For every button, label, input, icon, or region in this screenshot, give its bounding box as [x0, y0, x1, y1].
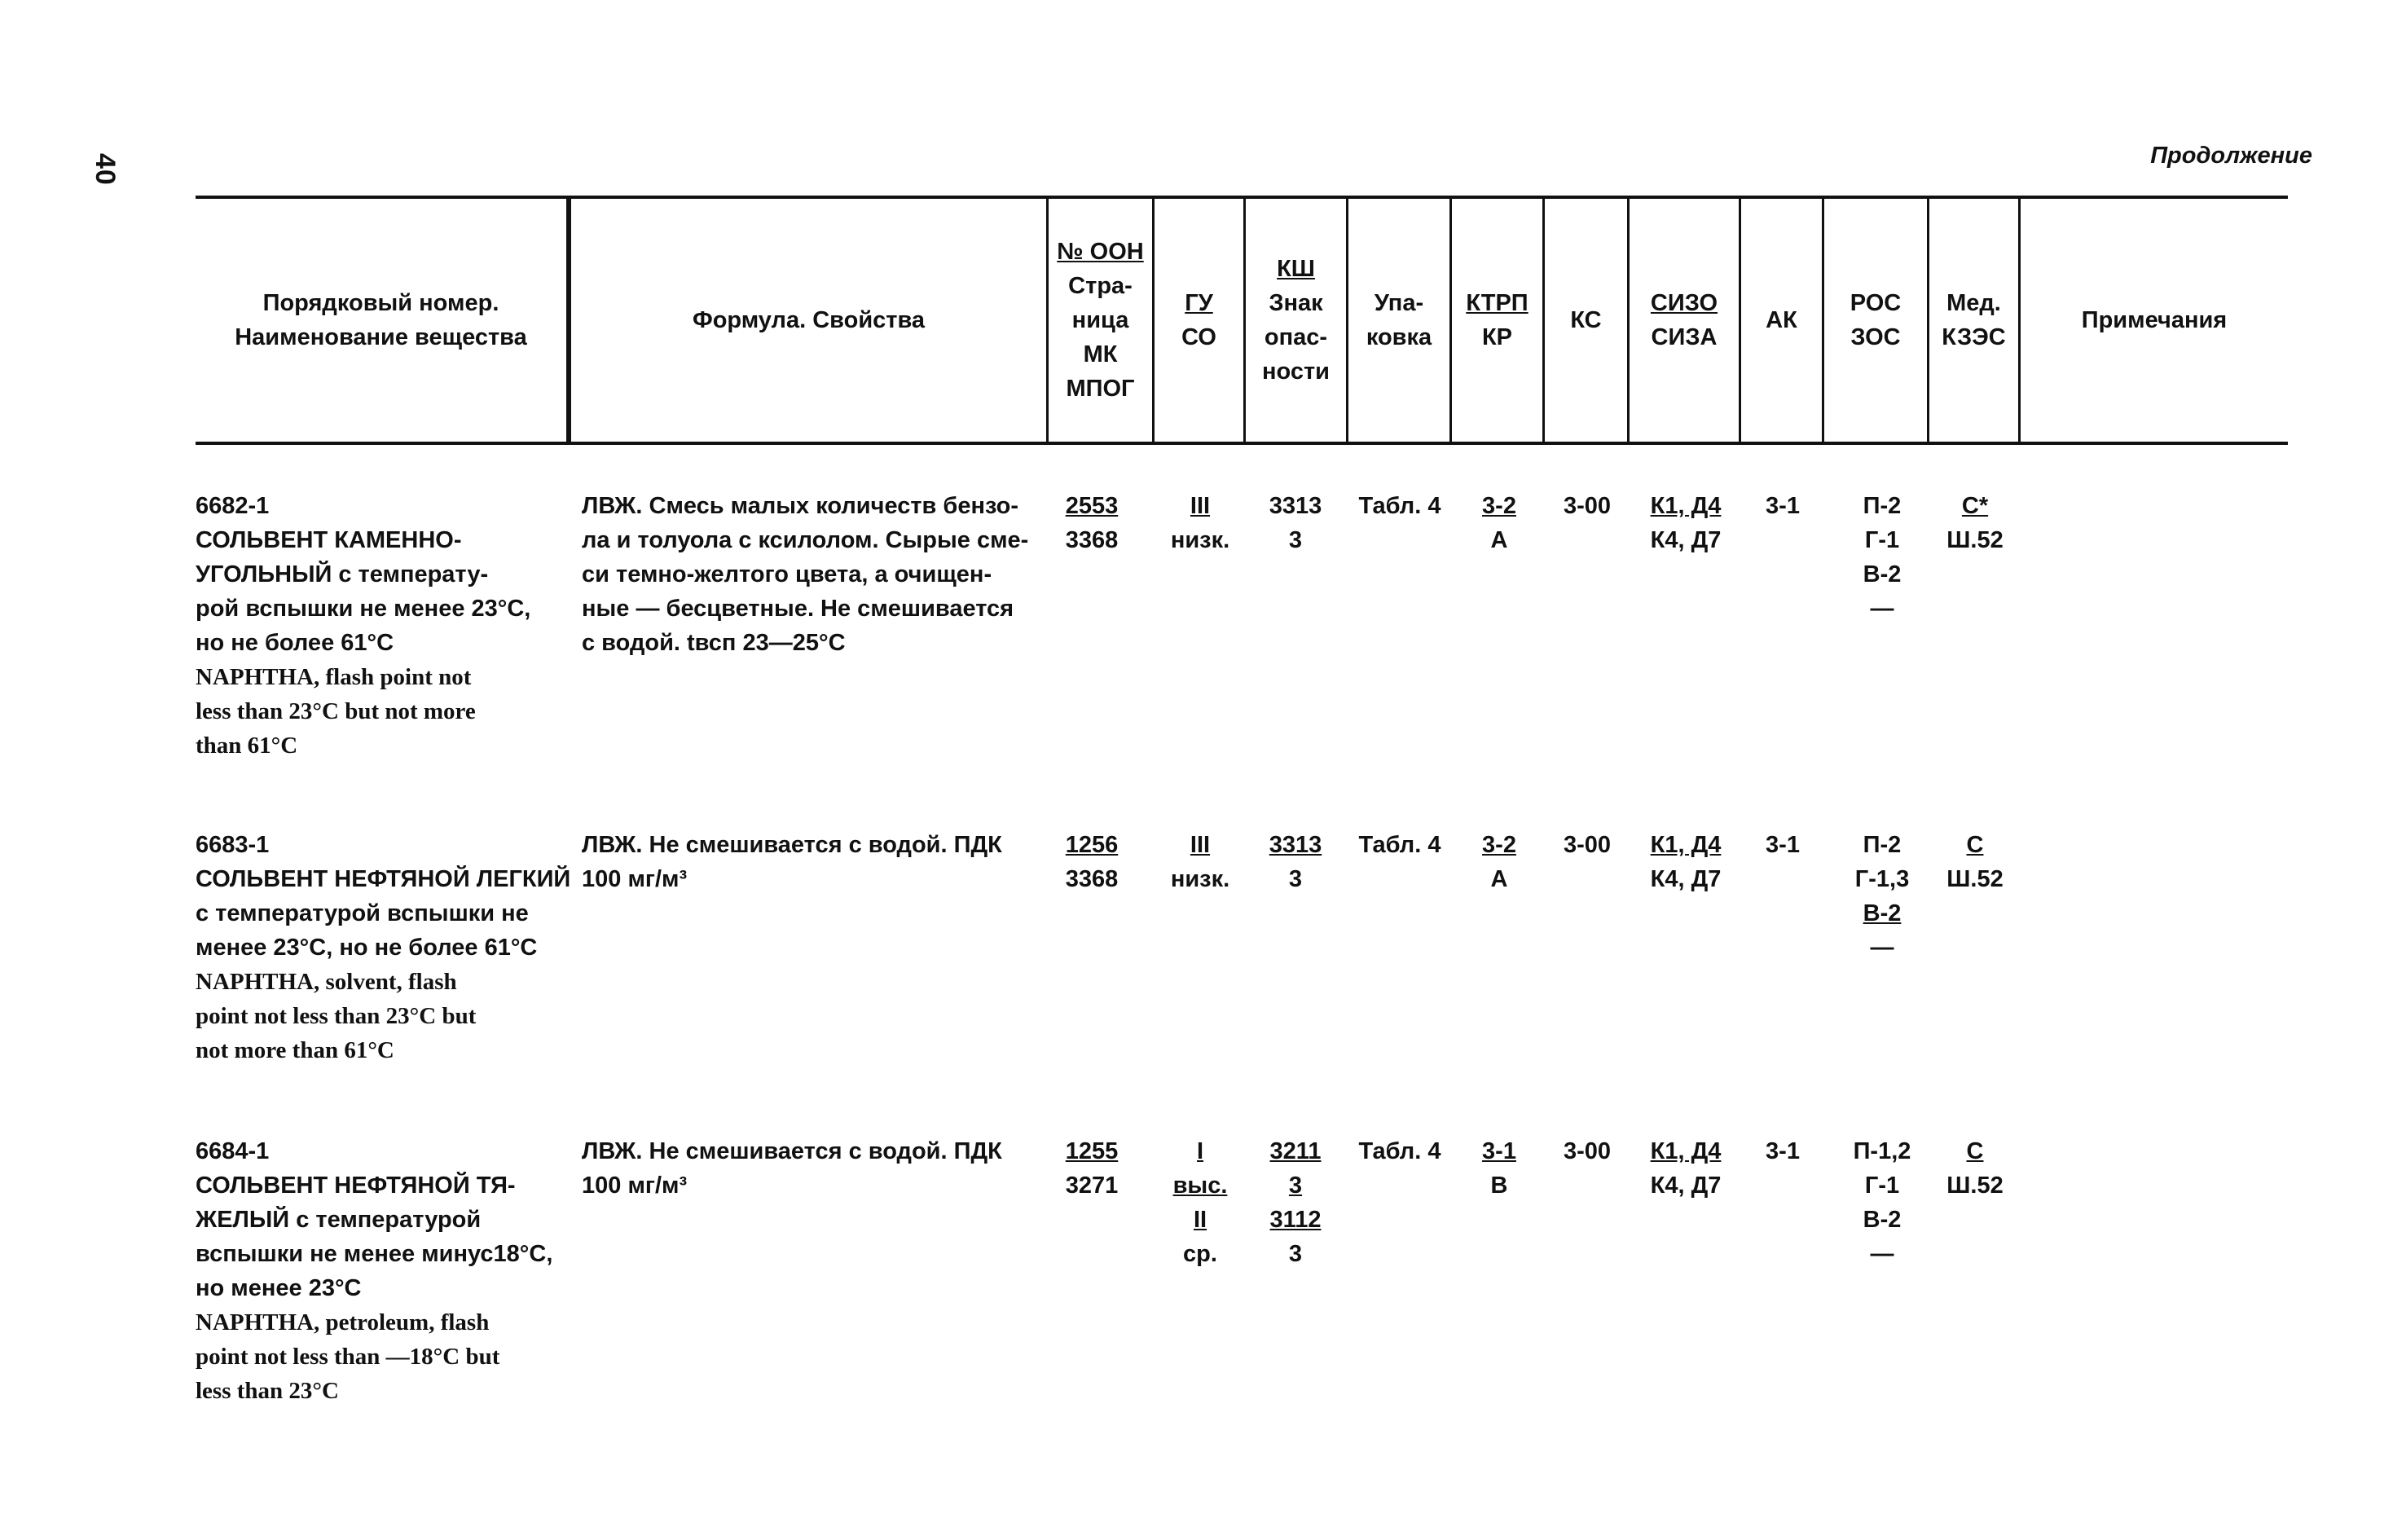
header-gu: ГУ СО: [1155, 199, 1246, 442]
formula-properties: ЛВЖ. Смесь малых количеств бензо- ла и толуола с ксилолом. Сырые сме- си темно-желтого цвета, а очищен- ные — бесцветные. Не смешивается с водой. tвсп 23—25°С: [582, 493, 1029, 656]
ak-code: 3-1: [1766, 1138, 1800, 1164]
packaging: Табл. 4: [1358, 1138, 1441, 1164]
un-number: 1256 3368: [1065, 832, 1119, 892]
med-code: С Ш.52: [1946, 832, 2004, 892]
un-number: 2553 3368: [1065, 493, 1119, 553]
header-name: Порядковый номер. Наименование вещества: [196, 199, 569, 442]
packaging: Табл. 4: [1358, 493, 1441, 519]
ks-code: 3-00: [1563, 832, 1612, 858]
ak-code: 3-1: [1766, 493, 1800, 519]
ks-code: 3-00: [1563, 493, 1612, 519]
formula-properties: ЛВЖ. Не смешивается с водой. ПДК 100 мг/м³: [582, 1138, 1002, 1199]
header-ks: КС: [1545, 199, 1630, 442]
ak-code: 3-1: [1766, 832, 1800, 858]
header-sizo: СИЗО СИЗА: [1630, 199, 1741, 442]
sizo-code: К1, Д4 К4, Д7: [1650, 1138, 1722, 1199]
med-code: С Ш.52: [1946, 1138, 2004, 1199]
header-formula: Формула. Свойства: [569, 199, 1049, 442]
header-un: № ООН Стра- ница МК МПОГ: [1049, 199, 1155, 442]
packaging: Табл. 4: [1358, 832, 1441, 858]
ros-code: П-2 Г-1 В-2 —: [1863, 493, 1902, 622]
ks-code: 3-00: [1563, 1138, 1612, 1164]
header-ros: РОС ЗОС: [1824, 199, 1929, 442]
ros-code: П-2 Г-1,3 В-2 —: [1854, 832, 1910, 961]
un-number: 1255 3271: [1065, 1138, 1119, 1199]
header-ktrp: КТРП КР: [1452, 199, 1545, 442]
ros-code: П-1,2 Г-1 В-2 —: [1853, 1138, 1911, 1267]
header-notes: Примечания: [2081, 307, 2228, 333]
ksh-code: 3313 3: [1269, 832, 1322, 892]
header-ksh: КШ Знак опас- ности: [1246, 199, 1348, 442]
page-number: 40: [90, 153, 121, 186]
ktrp-code: 3-1 В: [1482, 1138, 1516, 1199]
substance-name: 6682-1 СОЛЬВЕНТ КАМЕННО- УГОЛЬНЫЙ с температу- рой вспышки не менее 23°С, но не более 61°С NAPHTHA, flash point not less than 23°C but not more than 61°C: [196, 493, 531, 759]
gu-class: I выс. II ср.: [1172, 1138, 1228, 1267]
continuation-label: Продолжение: [2150, 143, 2312, 169]
substance-name: 6684-1 СОЛЬВЕНТ НЕФТЯНОЙ ТЯ- ЖЕЛЫЙ с температурой вспышки не менее минус18°С, но менее 23°С NAPHTHA, petroleum, flash point not less than —18°C but less than 23°C: [196, 1138, 553, 1404]
sizo-code: К1, Д4 К4, Д7: [1650, 493, 1722, 553]
header-ak: АК: [1741, 199, 1824, 442]
ktrp-code: 3-2 А: [1482, 493, 1516, 553]
ksh-code: 3313 3: [1269, 493, 1322, 553]
med-code: С* Ш.52: [1946, 493, 2004, 553]
sizo-code: К1, Д4 К4, Д7: [1650, 832, 1722, 892]
header-pack: Упа- ковка: [1348, 199, 1452, 442]
substance-name: 6683-1 СОЛЬВЕНТ НЕФТЯНОЙ ЛЕГКИЙ с температурой вспышки не менее 23°С, но не более 61°С NAPHTHA, solvent, flash point not less than 23°C but not more than 61°C: [196, 832, 571, 1063]
ksh-code: 3211 3 3112 3: [1269, 1138, 1322, 1267]
formula-properties: ЛВЖ. Не смешивается с водой. ПДК 100 мг/м³: [582, 832, 1002, 892]
table-header: [196, 196, 2288, 445]
gu-class: III низк.: [1170, 493, 1230, 553]
ktrp-code: 3-2 А: [1482, 832, 1516, 892]
header-med: Мед. КЗЭС: [1929, 199, 2021, 442]
gu-class: III низк.: [1170, 832, 1230, 892]
substances-table: [196, 196, 2288, 1404]
